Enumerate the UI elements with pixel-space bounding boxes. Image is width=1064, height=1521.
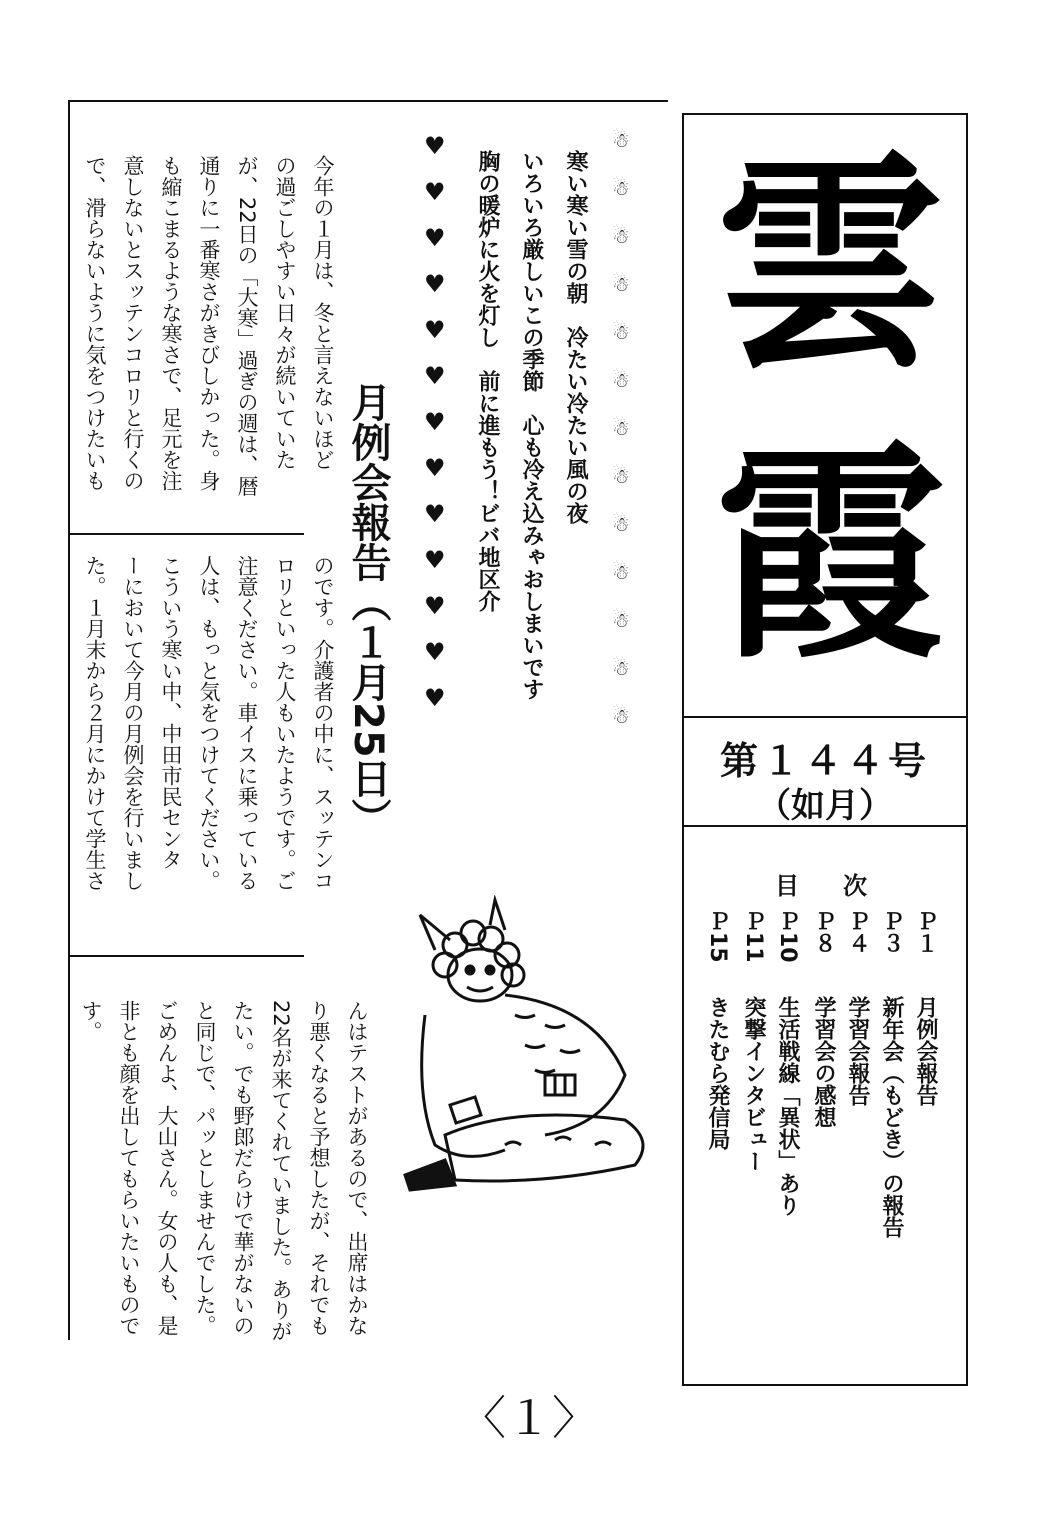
article-upper-line-6: 意しないとスッテンコロリと行くの (121, 155, 145, 491)
article-upper-line-2: の過ごしやすい日々が続いていた (273, 155, 297, 470)
poem-line-1: 寒い寒い雪の朝 冷たい冷たい風の夜 (563, 150, 588, 524)
toc-title-6[interactable]: 突撃インタビュー (741, 996, 766, 1172)
article-lower-line-5: と同じで、パッとしませんでした。 (193, 1000, 217, 1336)
article-middle-line-4: 人は、もっと気をつけてください。 (197, 555, 221, 891)
article-lower-line-6: ごめんよ、大山さん。女の人も、是 (155, 1000, 179, 1336)
snowman-icon: ☃ (612, 704, 630, 728)
snowman-icon: ☃ (612, 176, 630, 200)
heart-icon-column (424, 134, 446, 732)
divider-upper (68, 533, 304, 535)
heart-icon: ♥ (424, 316, 446, 344)
toc-title-7[interactable]: きたむら発信局 (705, 996, 730, 1150)
article-lower-line-8: す。 (79, 1000, 103, 1042)
article-upper-line-3: が、22日の「大寒」過ぎの週は、暦 (235, 155, 259, 497)
toc-title-1[interactable]: 月例会報告 (913, 996, 938, 1106)
heart-icon: ♥ (424, 178, 446, 206)
toc-title-4[interactable]: 学習会の感想 (811, 996, 836, 1128)
toc-title-3[interactable]: 学習会報告 (845, 996, 870, 1106)
masthead-divider-1 (682, 716, 968, 718)
toc-title-2[interactable]: 新年会（もどき）の報告 (879, 996, 904, 1238)
masthead-title-char-1: 雲 (714, 130, 945, 400)
divider-lower (68, 955, 304, 957)
article-heading: 月例会報告（１月25日） (345, 382, 391, 838)
snow-icon-column (612, 130, 630, 754)
heart-icon: ♥ (424, 454, 446, 482)
article-upper-line-7: で、滑らないように気をつけたいも (83, 155, 107, 491)
snowman-icon: ☃ (612, 656, 630, 680)
snowman-icon: ☃ (612, 464, 630, 488)
poem-line-2: いろいろ厳しいこの季節 心も冷え込みゃおしまいです (519, 150, 544, 700)
snowman-icon: ☃ (612, 608, 630, 632)
article-lower-line-1: んはテストがあるので、出席はかな (345, 1000, 369, 1336)
article-middle-line-2: ロリといった人もいたようです。ご (273, 555, 297, 891)
heart-icon: ♥ (424, 546, 446, 574)
article-upper-line-4: 通りに一番寒さがきびしかった。身 (197, 155, 221, 491)
article-lower-line-3: 22名が来てくれていました。ありが (269, 1000, 293, 1342)
heart-icon: ♥ (424, 362, 446, 390)
frame-left-line (68, 100, 70, 1340)
article-middle-line-1: のです。介護者の中に、スッテンコ (311, 555, 335, 891)
article-middle-line-6: ーにおいて今月の月例会を行いまし (121, 555, 145, 891)
article-middle-line-3: 注意ください。車イスに乗っている (235, 555, 259, 891)
toc-page-5: Ｐ10 (775, 910, 800, 963)
snowman-icon: ☃ (612, 512, 630, 536)
heart-icon: ♥ (424, 408, 446, 436)
poem-line-3: 胸の暖炉に火を灯し 前に進もう！ビバ地区介 (475, 150, 500, 612)
toc-title-5[interactable]: 生活戦線「異状」あり (775, 996, 800, 1216)
frame-top-line (68, 100, 668, 102)
toc-page-3: Ｐ４ (845, 910, 870, 954)
article-middle-line-5: こういう寒い中、中田市民センタ (159, 555, 183, 870)
heart-icon: ♥ (424, 684, 446, 712)
masthead-title-char-2: 霞 (714, 420, 945, 690)
issue-number: 第１４４号 (719, 739, 930, 783)
snowman-icon: ☃ (612, 320, 630, 344)
page-number-value: １ (506, 1391, 552, 1445)
toc-page-7: Ｐ15 (705, 910, 730, 963)
snowman-icon: ☃ (612, 224, 630, 248)
page-number-right-bracket: 〉 (552, 1391, 598, 1445)
toc-page-2: Ｐ３ (879, 910, 904, 954)
heart-icon: ♥ (424, 500, 446, 528)
issue-month: （如月） (757, 786, 893, 826)
toc-page-1: Ｐ１ (913, 910, 938, 954)
contents-heading: 目 次 (775, 872, 877, 900)
oni-illustration (395, 895, 675, 1195)
article-lower-line-4: たい。でも野郎だらけで華がないの (231, 1000, 255, 1336)
heart-icon: ♥ (424, 132, 446, 160)
snowman-icon: ☃ (612, 272, 630, 296)
toc-page-6: Ｐ11 (741, 910, 766, 963)
heart-icon: ♥ (424, 270, 446, 298)
toc-page-4: Ｐ８ (811, 910, 836, 954)
snowman-icon: ☃ (612, 560, 630, 584)
snowman-icon: ☃ (612, 416, 630, 440)
page-number (460, 1382, 598, 1448)
article-lower-line-2: り悪くなると予想したが、それでも (307, 1000, 331, 1336)
article-lower-line-7: 非とも顔を出してもらいたいもので (117, 1000, 141, 1336)
heart-icon: ♥ (424, 638, 446, 666)
snowman-icon: ☃ (612, 128, 630, 152)
page-number-left-bracket: 〈 (460, 1391, 506, 1445)
heart-icon: ♥ (424, 224, 446, 252)
heart-icon: ♥ (424, 592, 446, 620)
snowman-icon: ☃ (612, 368, 630, 392)
article-upper-line-5: も縮こまるような寒さで、足元を注 (159, 155, 183, 491)
article-upper-line-1: 今年の１月は、冬と言えないほど (311, 155, 335, 470)
article-middle-line-7: た。１月末から２月にかけて学生さ (83, 555, 107, 891)
